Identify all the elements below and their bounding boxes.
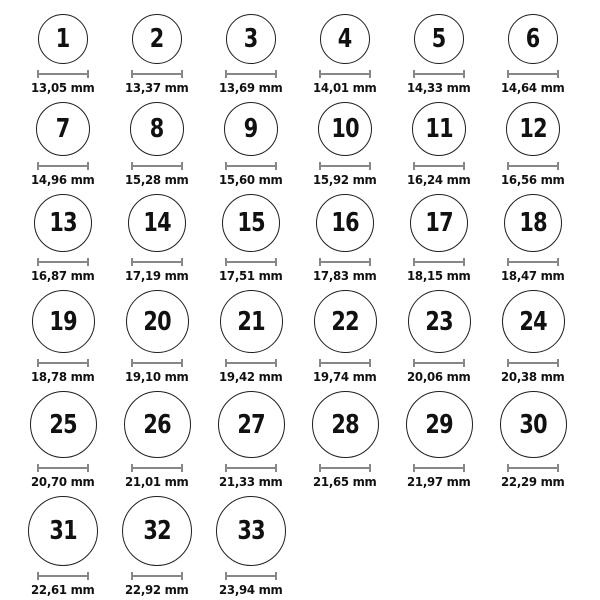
ring-size-number: 24 [519, 306, 547, 337]
diameter-ruler-icon [413, 464, 465, 472]
diameter-ruler-icon [413, 359, 465, 367]
diameter-ruler-icon [507, 162, 559, 170]
ring-size-cell [110, 14, 204, 95]
diameter-label: 15,92 mm [313, 172, 377, 187]
chart-row [0, 496, 600, 597]
ring-size-cell [392, 391, 486, 489]
ring-circle [504, 194, 562, 252]
ring-size-number: 20 [143, 306, 171, 337]
chart-row [0, 391, 600, 489]
ring-circle [320, 14, 370, 64]
diameter-ruler-icon [413, 162, 465, 170]
ring-circle [408, 290, 471, 353]
ring-size-number: 17 [425, 208, 453, 238]
diameter-label: 21,65 mm [313, 474, 377, 489]
ring-size-number: 27 [237, 409, 265, 440]
diameter-label: 13,05 mm [31, 80, 95, 95]
ring-size-cell [110, 290, 204, 384]
ring-size-cell [298, 194, 392, 283]
ring-circle [506, 102, 560, 156]
diameter-ruler-icon [131, 70, 183, 78]
ring-size-number: 13 [49, 208, 77, 238]
diameter-ruler-icon [225, 572, 277, 580]
diameter-label: 19,10 mm [125, 369, 189, 384]
ring-circle [30, 391, 97, 458]
diameter-ruler-icon [507, 464, 559, 472]
chart-row [0, 14, 600, 95]
diameter-label: 14,64 mm [501, 80, 565, 95]
diameter-label: 15,28 mm [125, 172, 189, 187]
diameter-ruler-icon [225, 359, 277, 367]
diameter-ruler-icon [319, 162, 371, 170]
diameter-label: 19,74 mm [313, 369, 377, 384]
ring-size-cell [298, 391, 392, 489]
diameter-ruler-icon [37, 359, 89, 367]
ring-size-cell [486, 14, 580, 95]
diameter-ruler-icon [131, 464, 183, 472]
diameter-ruler-icon [319, 359, 371, 367]
ring-size-number: 14 [143, 208, 171, 238]
chart-row [0, 194, 600, 283]
diameter-label: 17,51 mm [219, 268, 283, 283]
ring-circle [318, 102, 372, 156]
ring-size-cell [204, 290, 298, 384]
diameter-ruler-icon [131, 359, 183, 367]
ring-size-number: 22 [331, 306, 359, 337]
ring-size-number: 1 [56, 24, 70, 54]
diameter-label: 16,24 mm [407, 172, 471, 187]
ring-size-number: 6 [526, 24, 540, 54]
ring-size-cell [298, 290, 392, 384]
ring-size-cell [204, 102, 298, 187]
ring-circle [224, 102, 278, 156]
diameter-ruler-icon [319, 258, 371, 266]
ring-size-number: 23 [425, 306, 453, 337]
ring-size-cell [16, 290, 110, 384]
ring-circle [130, 102, 184, 156]
diameter-label: 18,78 mm [31, 369, 95, 384]
diameter-ruler-icon [37, 70, 89, 78]
diameter-label: 22,29 mm [501, 474, 565, 489]
diameter-ruler-icon [131, 162, 183, 170]
ring-circle [218, 391, 285, 458]
ring-size-number: 15 [237, 208, 265, 238]
diameter-ruler-icon [37, 162, 89, 170]
ring-size-number: 5 [432, 24, 446, 54]
ring-size-cell [204, 496, 298, 597]
diameter-ruler-icon [225, 464, 277, 472]
ring-circle [226, 14, 276, 64]
ring-size-cell [16, 14, 110, 95]
ring-size-number: 28 [331, 409, 359, 440]
ring-size-cell [204, 194, 298, 283]
ring-size-number: 4 [338, 24, 352, 54]
diameter-ruler-icon [37, 258, 89, 266]
diameter-ruler-icon [507, 70, 559, 78]
ring-circle [126, 290, 189, 353]
diameter-label: 22,61 mm [31, 582, 95, 597]
diameter-ruler-icon [413, 258, 465, 266]
ring-size-number: 10 [331, 114, 359, 144]
diameter-ruler-icon [37, 464, 89, 472]
ring-size-cell [16, 391, 110, 489]
ring-circle [412, 102, 466, 156]
chart-row [0, 290, 600, 384]
ring-size-number: 26 [143, 409, 171, 440]
diameter-label: 18,15 mm [407, 268, 471, 283]
diameter-label: 21,97 mm [407, 474, 471, 489]
ring-circle [500, 391, 567, 458]
ring-size-cell [110, 496, 204, 597]
ring-size-cell [298, 14, 392, 95]
ring-size-number: 8 [150, 114, 164, 144]
ring-circle [32, 290, 95, 353]
ring-size-cell [204, 14, 298, 95]
ring-size-cell [392, 14, 486, 95]
ring-size-cell [110, 102, 204, 187]
ring-circle [122, 496, 192, 566]
ring-size-number: 25 [49, 409, 77, 440]
ring-circle [34, 194, 92, 252]
ring-circle [222, 194, 280, 252]
diameter-label: 21,01 mm [125, 474, 189, 489]
ring-size-cell [486, 102, 580, 187]
ring-circle [314, 290, 377, 353]
ring-size-number: 29 [425, 409, 453, 440]
ring-circle [128, 194, 186, 252]
ring-size-number: 16 [331, 208, 359, 238]
diameter-ruler-icon [131, 572, 183, 580]
diameter-ruler-icon [37, 572, 89, 580]
diameter-label: 18,47 mm [501, 268, 565, 283]
ring-size-number: 32 [143, 516, 171, 546]
ring-circle [28, 496, 98, 566]
ring-circle [220, 290, 283, 353]
ring-size-cell [486, 391, 580, 489]
diameter-label: 23,94 mm [219, 582, 283, 597]
ring-size-cell [298, 102, 392, 187]
diameter-ruler-icon [319, 464, 371, 472]
diameter-label: 14,01 mm [313, 80, 377, 95]
ring-circle [502, 290, 565, 353]
diameter-ruler-icon [319, 70, 371, 78]
diameter-ruler-icon [507, 258, 559, 266]
ring-size-number: 12 [519, 114, 547, 144]
diameter-label: 22,92 mm [125, 582, 189, 597]
ring-size-number: 21 [237, 306, 265, 337]
ring-size-cell [486, 290, 580, 384]
ring-circle [312, 391, 379, 458]
ring-circle [414, 14, 464, 64]
diameter-ruler-icon [225, 70, 277, 78]
ring-size-number: 3 [244, 24, 258, 54]
ring-circle [216, 496, 286, 566]
diameter-ruler-icon [413, 70, 465, 78]
ring-size-cell [392, 290, 486, 384]
ring-circle [38, 14, 88, 64]
ring-size-cell [392, 102, 486, 187]
diameter-ruler-icon [131, 258, 183, 266]
diameter-label: 13,69 mm [219, 80, 283, 95]
diameter-label: 16,56 mm [501, 172, 565, 187]
ring-size-number: 19 [49, 306, 77, 337]
diameter-label: 17,83 mm [313, 268, 377, 283]
ring-size-cell [16, 496, 110, 597]
diameter-label: 16,87 mm [31, 268, 95, 283]
diameter-ruler-icon [225, 162, 277, 170]
ring-size-cell [392, 194, 486, 283]
diameter-label: 13,37 mm [125, 80, 189, 95]
ring-circle [316, 194, 374, 252]
ring-circle [124, 391, 191, 458]
diameter-label: 19,42 mm [219, 369, 283, 384]
ring-size-number: 18 [519, 208, 547, 238]
ring-size-cell [16, 102, 110, 187]
ring-size-number: 31 [49, 516, 77, 546]
ring-circle [410, 194, 468, 252]
ring-size-cell [110, 194, 204, 283]
ring-size-number: 11 [425, 114, 453, 144]
ring-size-number: 30 [519, 409, 547, 440]
ring-size-cell [110, 391, 204, 489]
diameter-label: 21,33 mm [219, 474, 283, 489]
chart-row [0, 102, 600, 187]
ring-size-number: 2 [150, 24, 164, 54]
ring-size-cell [486, 194, 580, 283]
ring-circle [36, 102, 90, 156]
diameter-label: 14,96 mm [31, 172, 95, 187]
diameter-label: 14,33 mm [407, 80, 471, 95]
ring-circle [406, 391, 473, 458]
ring-size-number: 33 [237, 516, 265, 546]
ring-size-number: 9 [244, 114, 258, 144]
ring-circle [132, 14, 182, 64]
diameter-label: 20,38 mm [501, 369, 565, 384]
diameter-label: 20,06 mm [407, 369, 471, 384]
ring-size-number: 7 [56, 114, 70, 144]
diameter-ruler-icon [507, 359, 559, 367]
ring-size-cell [16, 194, 110, 283]
diameter-label: 20,70 mm [31, 474, 95, 489]
ring-circle [508, 14, 558, 64]
diameter-ruler-icon [225, 258, 277, 266]
diameter-label: 15,60 mm [219, 172, 283, 187]
ring-size-cell [204, 391, 298, 489]
diameter-label: 17,19 mm [125, 268, 189, 283]
